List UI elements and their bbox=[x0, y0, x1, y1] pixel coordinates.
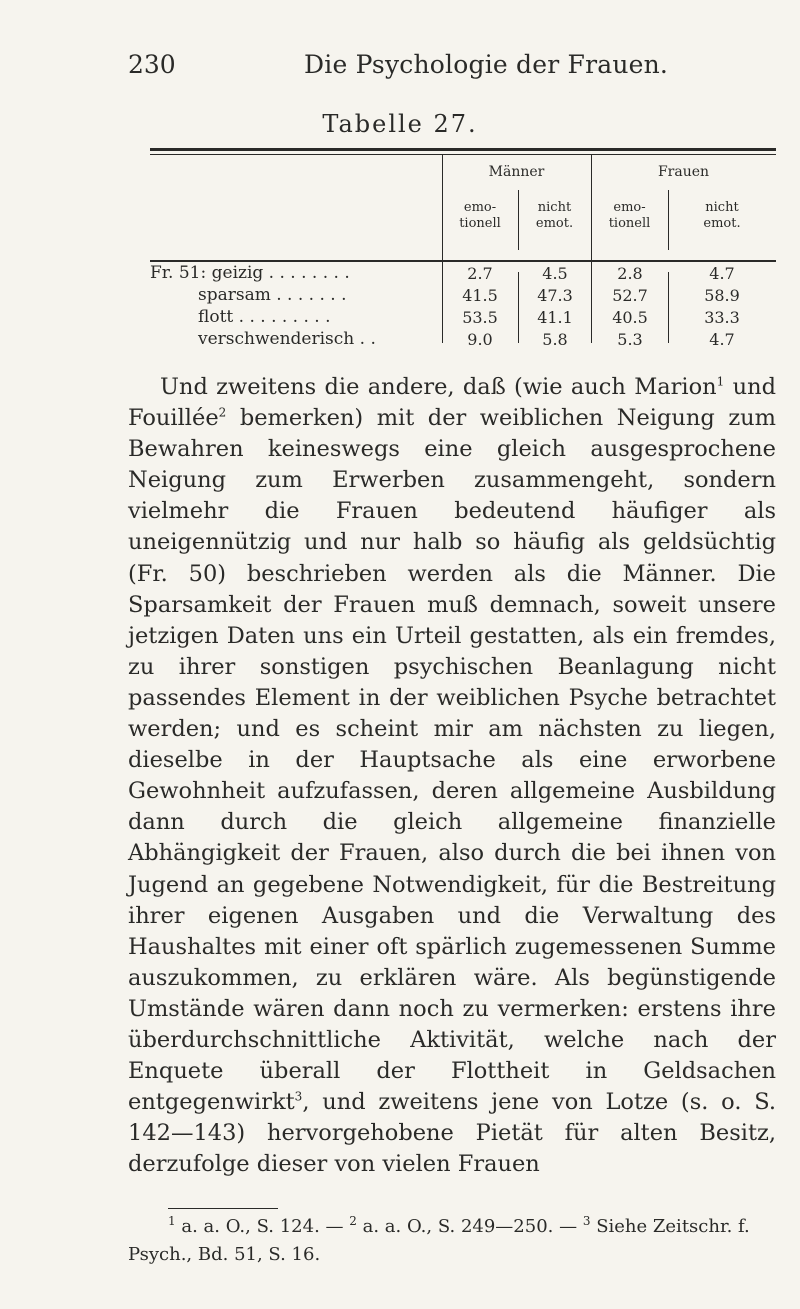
table-cell: 33.3 bbox=[704, 308, 740, 327]
group-header-maenner: Männer bbox=[488, 164, 545, 180]
table-cell: 53.5 bbox=[462, 308, 498, 327]
table-cell: 47.3 bbox=[537, 286, 573, 305]
table-cell: 41.1 bbox=[537, 308, 573, 327]
body-paragraph: Und zweitens die andere, daß (wie auch Marion$^1$ und Fouillée$^2$ bemerken) mit der weiblichen Neigung zum Bewahren keineswegs eine gleich ausgesprochene Neigung zum Erwerben zusammengeht, sondern vielmehr die Frauen bedeutend häufiger als uneigennützig und nur halb so häufig als geldsüchtig (Fr. 50) beschrieben werden als die Männer. Die Sparsamkeit der Frauen muß demnach, soweit unsere jetzigen Daten uns ein Urteil gestatten, als ein fremdes, zu ihrer sonstigen psychischen Beanlagung nicht passendes Element in der weiblichen Psyche betrachtet werden; und es scheint mir am nächsten zu liegen, dieselbe in der Hauptsache als eine erworbene Gewohnheit aufzufassen, deren allgemeine Ausbildung dann durch die gleich allgemeine finanzielle Abhängigkeit der Frauen, also durch die bei ihnen von Jugend an gegebene Notwendigkeit, für die Bestreitung ihrer eigenen Ausgaben und die Verwaltung des Haushaltes mit einer oft spärlich zugemessenen Summe auszukommen, zu erklären wäre. Als begünstigende Umstände wären dann noch zu vermerken: erstens ihre überdurchschnittliche Aktivität, welche nach der Enquete überall der Flottheit in Geldsachen entgegenwirkt$^3$, und zweitens jene von Lotze (s. o. S. 142—143) hervorgehobene Pietät für alten Besitz, derzufolge dieser von vielen Frauen bbox=[128, 374, 776, 1178]
page-number: 230 bbox=[128, 50, 176, 79]
table-header-rule bbox=[150, 260, 776, 262]
data-table bbox=[150, 148, 776, 358]
table-cell: 2.7 bbox=[467, 264, 493, 283]
subheader: nicht emot. bbox=[703, 200, 741, 231]
footnote-rule bbox=[168, 1208, 278, 1209]
table-cell: 41.5 bbox=[462, 286, 498, 305]
table-top-thin-rule bbox=[150, 154, 776, 155]
table-row-label: sparsam . . . . . . . bbox=[198, 285, 347, 305]
subheader: emo- tionell bbox=[459, 200, 501, 231]
page-header bbox=[128, 50, 776, 90]
table-cell: 4.7 bbox=[709, 330, 735, 349]
subheader: emo- tionell bbox=[608, 200, 651, 231]
footnotes: $^1$ a. a. O., S. 124. — $^2$ a. a. O., S. 249—250. — $^3$ Siehe Zeitschr. f. Psych., Bd. 51, S. 16. bbox=[128, 1214, 750, 1265]
footnote-ref: 3 bbox=[294, 1089, 303, 1104]
running-title: Die Psychologie der Frauen. bbox=[304, 50, 669, 79]
table-cell: 9.0 bbox=[467, 330, 493, 349]
table-row-label: Fr. 51: geizig . . . . . . . . bbox=[150, 263, 350, 283]
table-cell: 4.7 bbox=[709, 264, 735, 283]
table-top-rule bbox=[150, 148, 776, 151]
table-cell: 40.5 bbox=[612, 308, 648, 327]
table-cell: 4.5 bbox=[542, 264, 568, 283]
table-cell: 5.3 bbox=[617, 330, 643, 349]
table-title: Tabelle 27. bbox=[322, 110, 478, 138]
table-cell: 52.7 bbox=[612, 286, 648, 305]
table-row-label: flott . . . . . . . . . bbox=[198, 307, 331, 327]
group-header-frauen: Frauen bbox=[657, 164, 710, 180]
subheader: nicht emot. bbox=[535, 200, 574, 231]
table-cell: 2.8 bbox=[617, 264, 643, 283]
footnote-ref: 2 bbox=[218, 405, 227, 420]
table-cell: 5.8 bbox=[542, 330, 568, 349]
table-row-label: verschwenderisch . . bbox=[198, 329, 376, 349]
table-cell: 58.9 bbox=[704, 286, 740, 305]
footnote-ref: 1 bbox=[716, 374, 725, 389]
